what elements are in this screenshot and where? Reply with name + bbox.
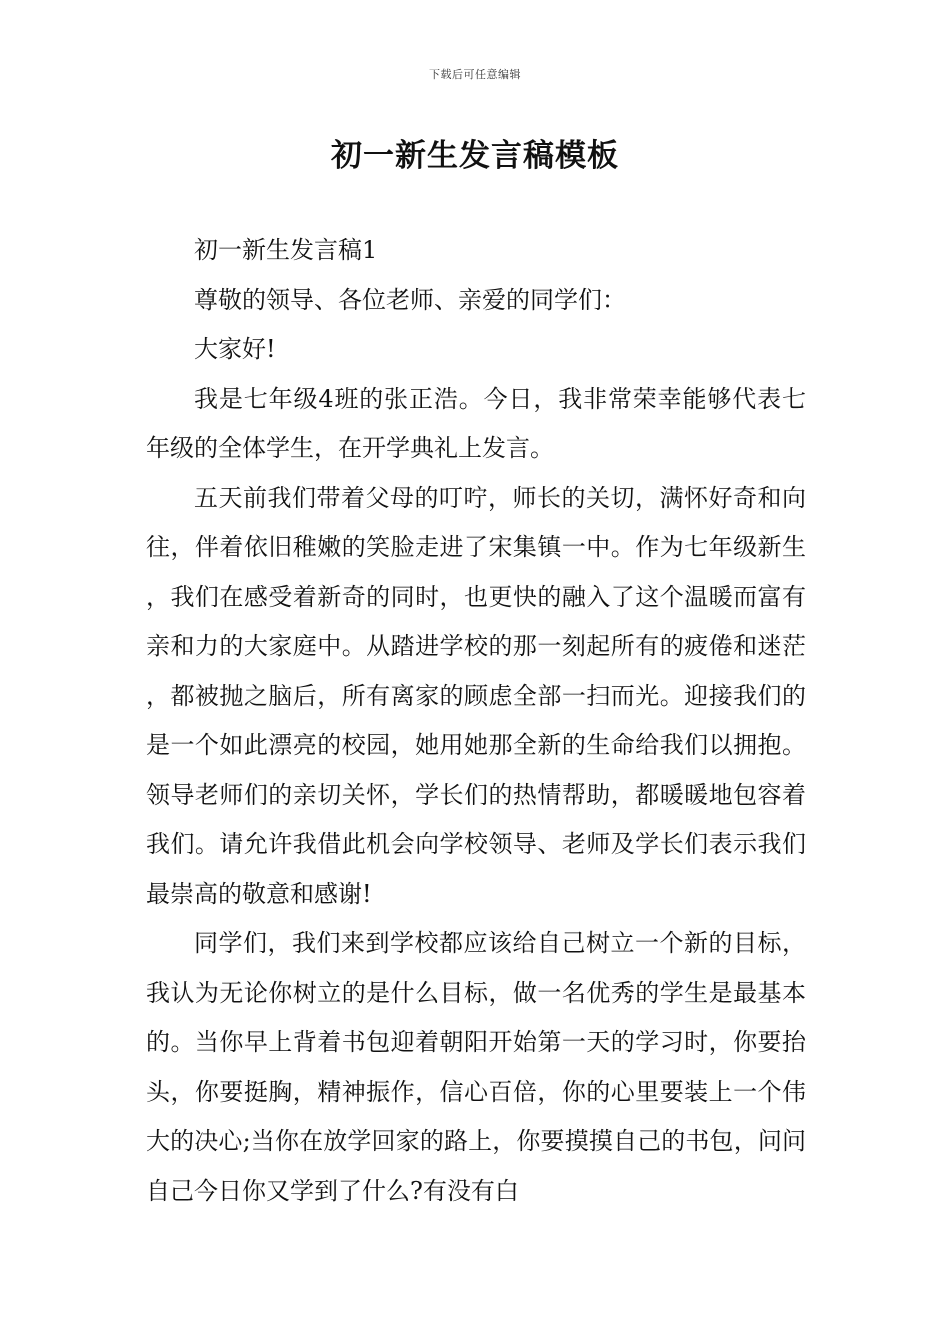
speech-heading: 初一新生发言稿1	[194, 236, 378, 264]
greeting: 大家好!	[194, 335, 276, 363]
header-note: 下载后可任意编辑	[429, 68, 521, 81]
salutation: 尊敬的领导、各位老师、亲爱的同学们：	[194, 285, 626, 314]
body-paragraph: 我是七年级4班的张正浩。今日，我非常荣幸能够代表七年级的全体学生，在开学典礼上发言。	[146, 384, 806, 462]
document-title: 初一新生发言稿模板	[331, 138, 619, 174]
body-paragraph: 同学们，我们来到学校都应该给自己树立一个新的目标，我认为无论你树立的是什么目标，做一名优秀的学生是最基本的。当你早上背着书包迎着朝阳开始第一天的学习时，你要抬头，你要挺胸，精神振作，信心百倍，你的心里要装上一个伟大的决心;当你在放学回家的路上，你要摸摸自己的书包，问问自己今日你又学到了什么?有没有白	[146, 929, 806, 1205]
document-body	[146, 226, 806, 1216]
body-paragraph: 五天前我们带着父母的叮咛，师长的关切，满怀好奇和向往，伴着依旧稚嫩的笑脸走进了宋集镇一中。作为七年级新生，我们在感受着新奇的同时，也更快的融入了这个温暖而富有亲和力的大家庭中。从踏进学校的那一刻起所有的疲倦和迷茫，都被抛之脑后，所有离家的顾虑全部一扫而光。迎接我们的是一个如此漂亮的校园，她用她那全新的生命给我们以拥抱。领导老师们的亲切关怀，学长们的热情帮助，都暖暖地包容着我们。请允许我借此机会向学校领导、老师及学长们表示我们最崇高的敬意和感谢!	[146, 483, 806, 908]
